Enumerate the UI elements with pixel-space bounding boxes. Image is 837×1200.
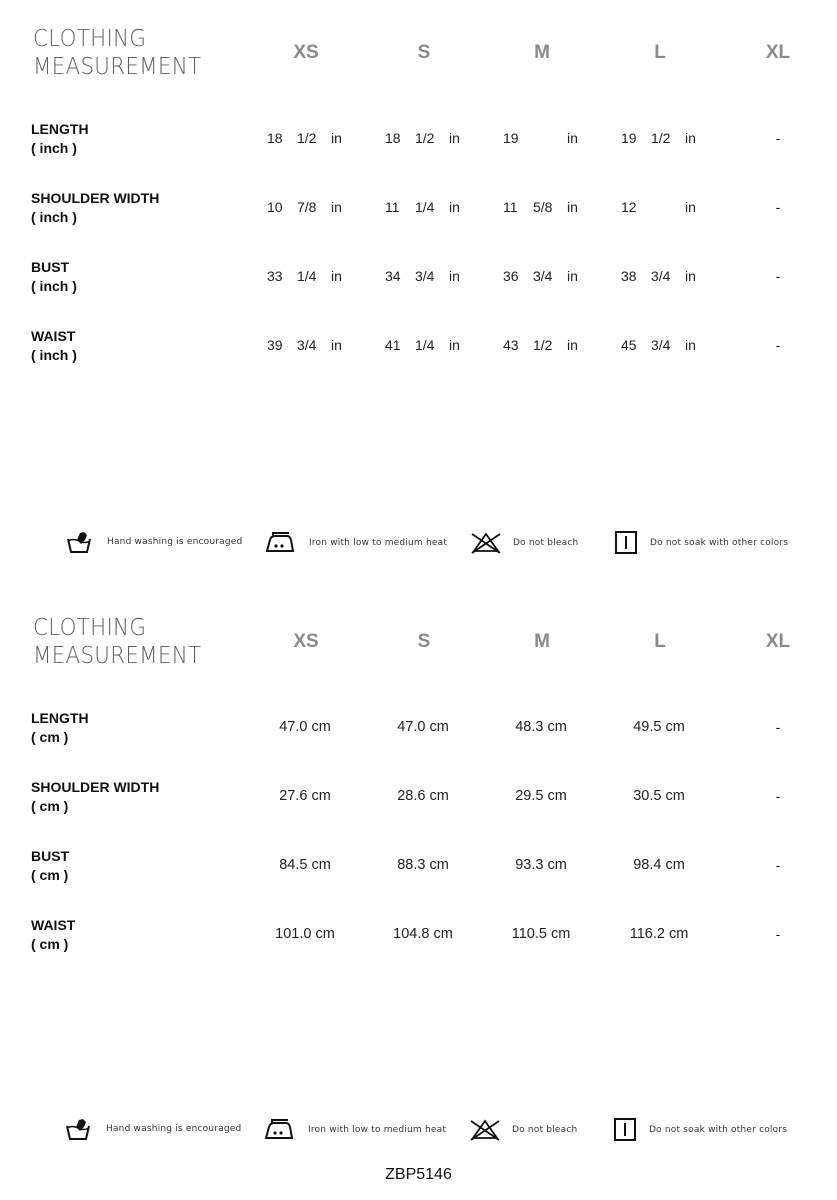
iron-icon — [264, 1118, 292, 1142]
size-header-m: M — [534, 631, 550, 652]
row-label-text: BUST — [31, 848, 70, 864]
row-unit-text: ( inch ) — [31, 347, 77, 363]
cell-waist-xl: - — [775, 337, 781, 353]
no-bleach-icon — [469, 1118, 497, 1142]
cm-table-title — [33, 614, 201, 670]
cm-cell-bust-l: 98.4 cm — [633, 857, 685, 873]
size-header-xl: XL — [765, 631, 791, 652]
row-label-text: SHOULDER WIDTH — [31, 190, 160, 206]
cm-cell-shoulder-xl: - — [775, 788, 781, 804]
cell-bust-xl: - — [775, 268, 781, 284]
row-label-text: SHOULDER WIDTH — [31, 779, 160, 795]
title-line-1: CLOTHING — [33, 615, 147, 641]
row-label-text: BUST — [31, 259, 70, 275]
care-text-iron: Iron with low to medium heat — [308, 1125, 447, 1135]
row-unit-text: ( inch ) — [31, 278, 77, 294]
size-header-s: S — [417, 42, 431, 63]
row-label-shoulder-width — [31, 189, 159, 227]
cm-cell-shoulder-s: 28.6 cm — [397, 788, 449, 804]
row-label-waist — [31, 327, 77, 365]
inch-table-title — [33, 25, 201, 81]
cm-cell-shoulder-xs: 27.6 cm — [279, 788, 331, 804]
row-unit-text: ( cm ) — [31, 798, 69, 814]
title-line-1: CLOTHING — [33, 26, 147, 52]
row-label-length — [31, 709, 89, 747]
row-unit-text: ( cm ) — [31, 867, 69, 883]
cm-cell-waist-s: 104.8 cm — [393, 926, 453, 942]
cm-cell-waist-xs: 101.0 cm — [275, 926, 335, 942]
care-text-no-bleach: Do not bleach — [512, 1125, 578, 1135]
row-label-length — [31, 120, 89, 158]
row-label-bust — [31, 847, 69, 885]
cm-cell-waist-l: 116.2 cm — [629, 926, 689, 942]
cm-cell-length-m: 48.3 cm — [515, 719, 567, 735]
cm-cell-shoulder-l: 30.5 cm — [633, 788, 685, 804]
care-text-no-soak: Do not soak with other colors — [649, 1125, 788, 1135]
size-header-s: S — [417, 631, 431, 652]
size-header-xl: XL — [765, 42, 791, 63]
row-label-text: WAIST — [31, 328, 76, 344]
row-unit-text: ( inch ) — [31, 209, 77, 225]
size-header-xs: XS — [293, 631, 319, 652]
care-text-iron: Iron with low to medium heat — [309, 538, 448, 548]
no-soak-icon — [613, 1118, 641, 1142]
cm-cell-bust-s: 88.3 cm — [397, 857, 449, 873]
row-label-text: LENGTH — [31, 710, 89, 726]
size-header-l: L — [654, 631, 666, 652]
cm-cell-length-xs: 47.0 cm — [279, 719, 331, 735]
row-unit-text: ( inch ) — [31, 140, 77, 156]
cm-cell-length-xl: - — [775, 719, 781, 735]
size-header-xs: XS — [293, 42, 319, 63]
cm-cell-bust-m: 93.3 cm — [515, 857, 567, 873]
cm-cell-bust-xs: 84.5 cm — [279, 857, 331, 873]
size-header-l: L — [654, 42, 666, 63]
row-label-waist — [31, 916, 75, 954]
no-soak-icon — [614, 531, 642, 555]
row-unit-text: ( cm ) — [31, 729, 69, 745]
row-label-shoulder-width — [31, 778, 159, 816]
cm-cell-length-s: 47.0 cm — [397, 719, 449, 735]
care-text-hand-wash: Hand washing is encouraged — [106, 1124, 242, 1134]
cm-cell-length-l: 49.5 cm — [633, 719, 685, 735]
cell-length-xl: - — [775, 130, 781, 146]
size-header-m: M — [534, 42, 550, 63]
care-text-no-bleach: Do not bleach — [513, 538, 579, 548]
care-text-no-soak: Do not soak with other colors — [650, 538, 789, 548]
no-bleach-icon — [470, 531, 498, 555]
hand-wash-icon — [66, 531, 94, 555]
cm-cell-bust-xl: - — [775, 857, 781, 873]
care-text-hand-wash: Hand washing is encouraged — [107, 537, 243, 547]
product-code: ZBP5146 — [385, 1166, 452, 1183]
cell-shoulder-xl: - — [775, 199, 781, 215]
cm-cell-waist-xl: - — [775, 926, 781, 942]
cm-cell-shoulder-m: 29.5 cm — [515, 788, 567, 804]
row-label-text: LENGTH — [31, 121, 89, 137]
row-label-text: WAIST — [31, 917, 76, 933]
title-line-2: MEASUREMENT — [33, 643, 202, 669]
cm-cell-waist-m: 110.5 cm — [511, 926, 571, 942]
title-line-2: MEASUREMENT — [33, 54, 202, 80]
hand-wash-icon — [65, 1118, 93, 1142]
iron-icon — [265, 531, 293, 555]
row-unit-text: ( cm ) — [31, 936, 69, 952]
row-label-bust — [31, 258, 77, 296]
